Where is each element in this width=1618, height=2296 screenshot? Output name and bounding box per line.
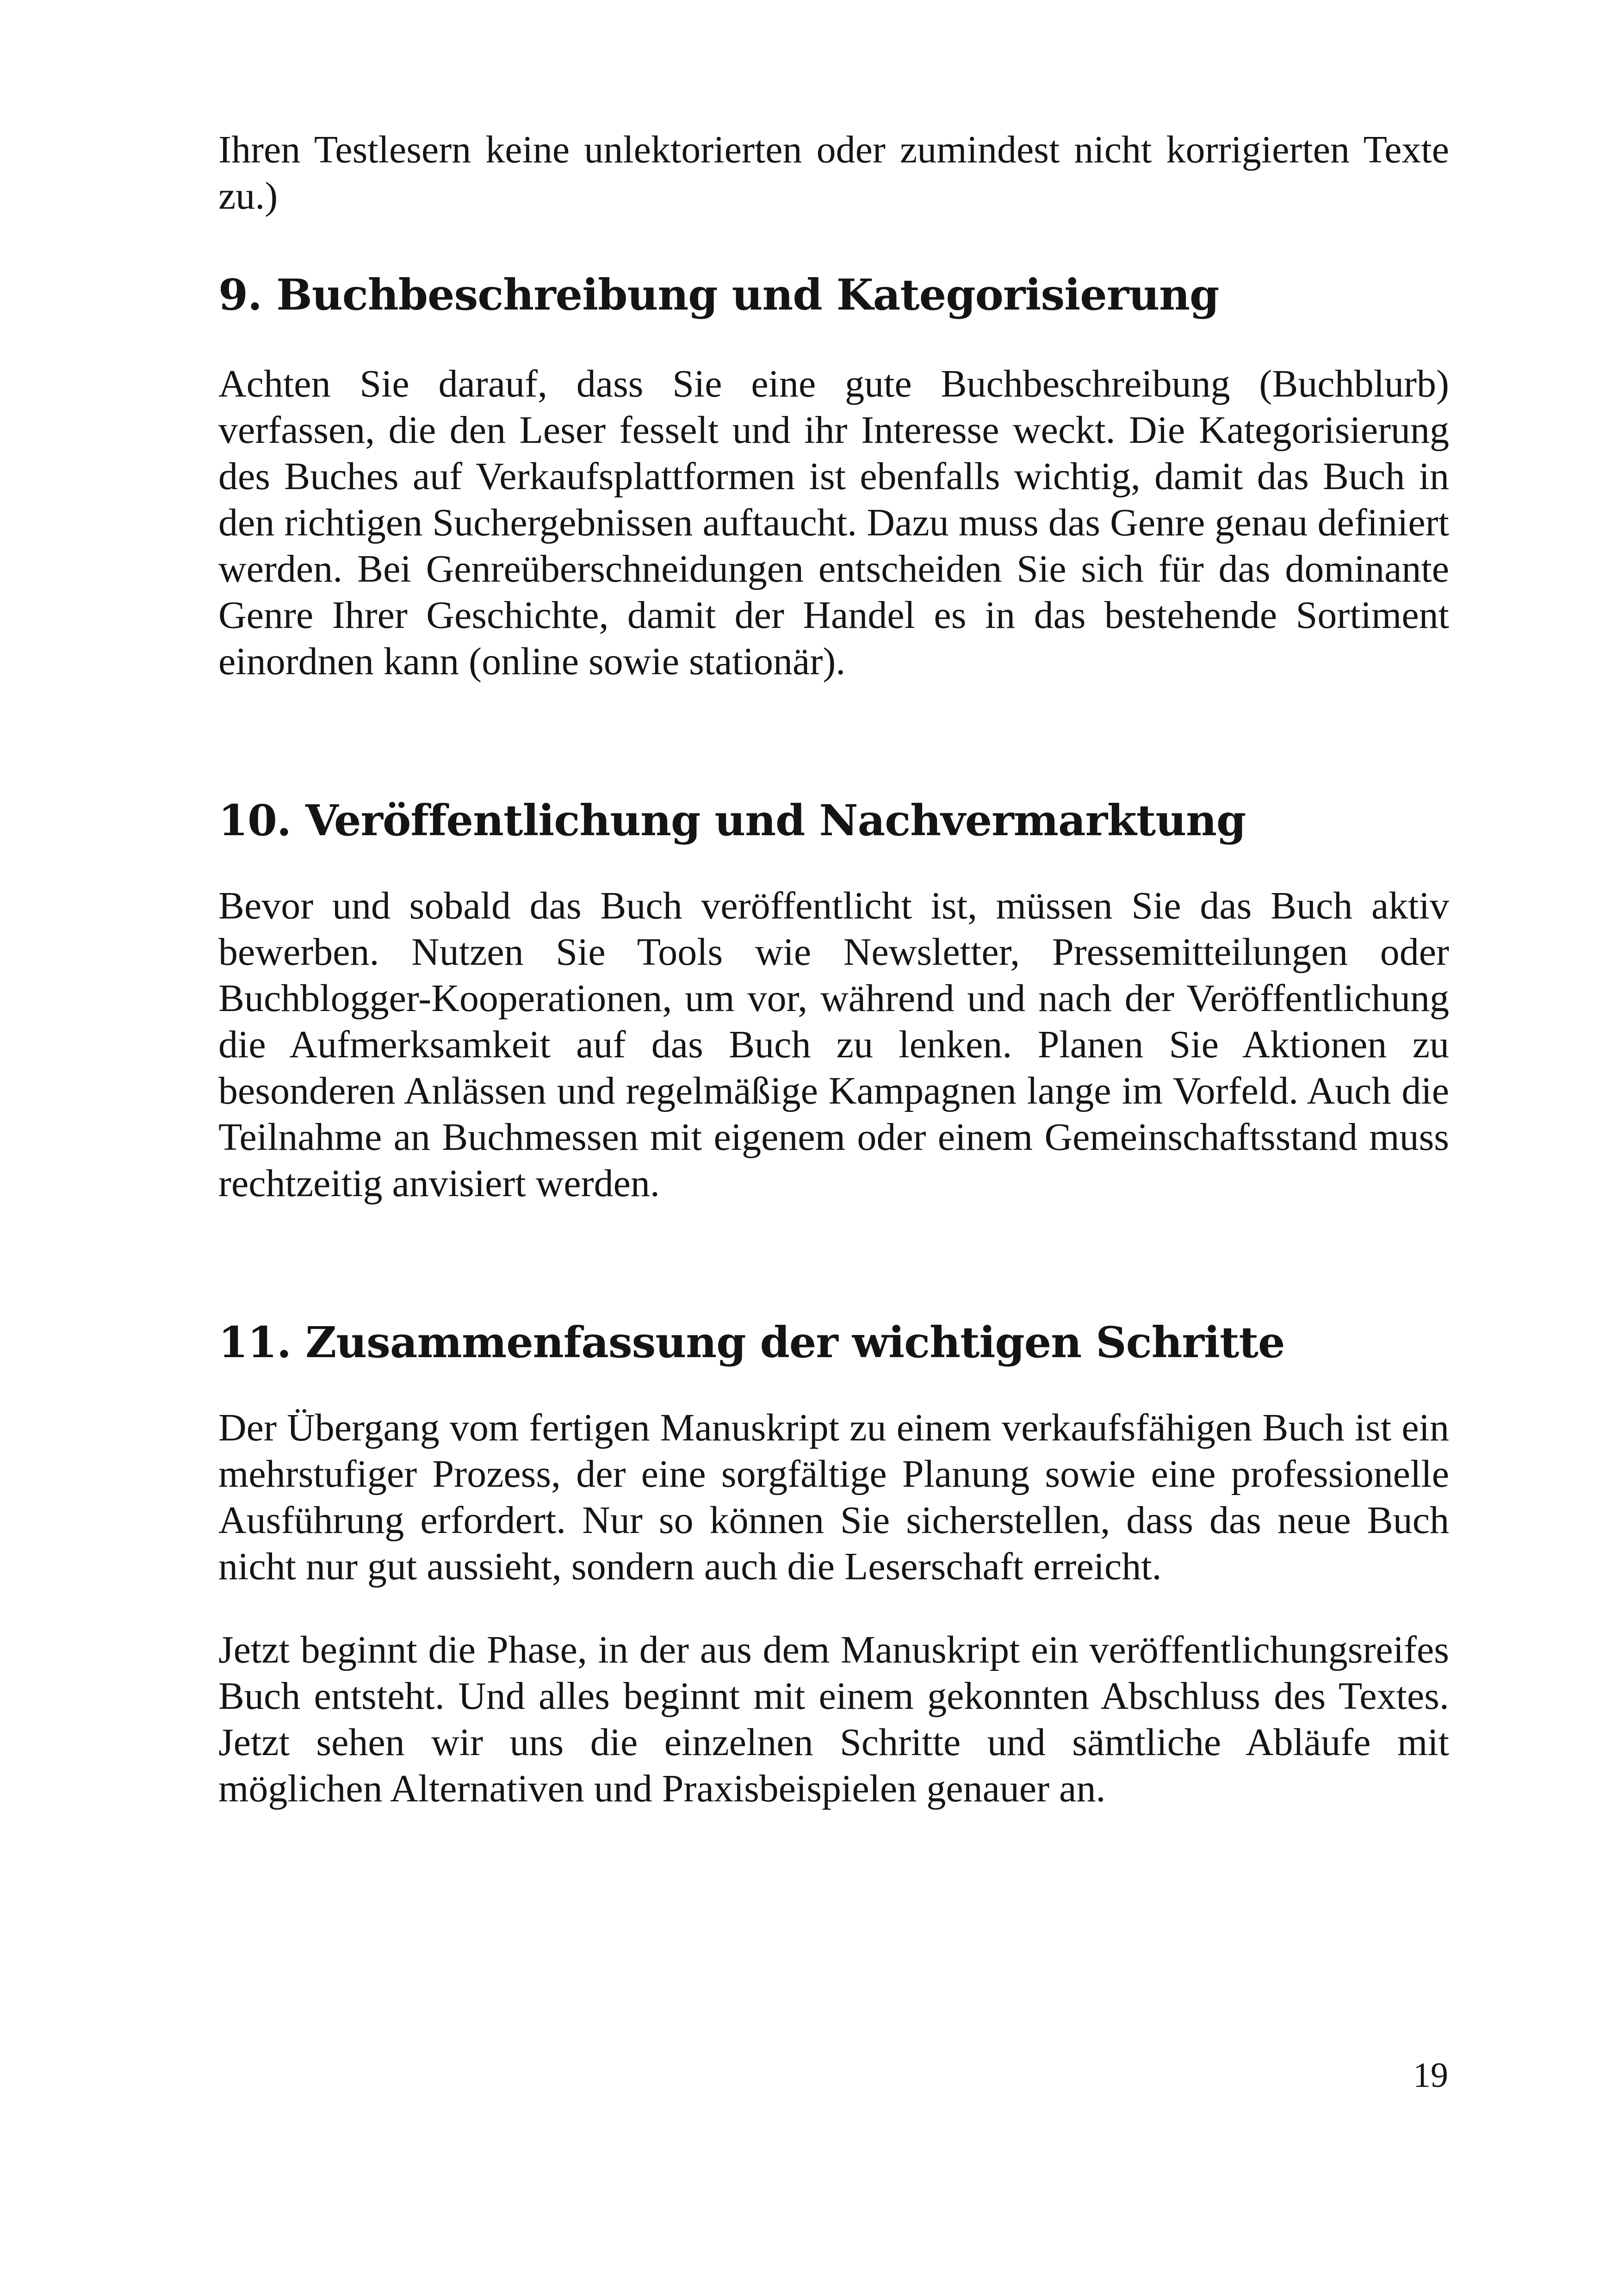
section-9-paragraph: Achten Sie darauf, dass Sie eine gute Buchbeschreibung (Buchblurb) verfassen, die den Leser fesselt und ihr Interesse weckt. Die Kategorisierung des Buches auf Verkaufsplattformen ist ebenfalls wichtig, damit das Buch in den richtigen Suchergebnissen auftaucht. Dazu muss das Genre genau definiert werden. Bei Genreüberschneidungen entscheiden Sie sich für das dominante Genre Ihrer Geschichte, damit der Handel es in das bestehende Sortiment einordnen kann (online sowie stationär). [218, 362, 1449, 683]
page-number: 19 [1413, 2056, 1448, 2095]
section-heading-10: 10. Veröffentlichung und Nachvermarktung [218, 795, 1246, 845]
section-11-paragraph-1: Der Übergang vom fertigen Manuskript zu einem verkaufsfähigen Buch ist ein mehrstufiger Prozess, der eine sorgfältige Planung sowie eine professionelle Ausführung erfordert. Nur so können Sie sicherstellen, dass das neue Buch nicht nur gut aussieht, sondern auch die Leserschaft erreicht. [218, 1406, 1449, 1588]
section-heading-9: 9. Buchbeschreibung und Kategorisierung [218, 270, 1219, 320]
section-10-paragraph: Bevor und sobald das Buch veröffentlicht ist, müssen Sie das Buch aktiv bewerben. Nutzen Sie Tools wie Newsletter, Pressemitteilungen oder Buchblogger-Kooperationen, um vor, während und nach der Veröffentlichung die Aufmerksamkeit auf das Buch zu lenken. Planen Sie Aktionen zu besonderen Anlässen und regelmäßige Kampagnen lange im Vorfeld. Auch die Teilnahme an Buchmessen mit eigenem oder einem Gemeinschaftsstand muss rechtzeitig anvisiert werden. [218, 884, 1449, 1205]
section-11-paragraph-2: Jetzt beginnt die Phase, in der aus dem Manuskript ein veröffentlichungsreifes Buch entsteht. Und alles beginnt mit einem gekonnten Abschluss des Textes. Jetzt sehen wir uns die einzelnen Schritte und sämtliche Abläufe mit möglichen Alternativen und Praxisbeispielen genauer an. [218, 1628, 1449, 1810]
page-body [218, 116, 1449, 1812]
section-heading-11: 11. Zusammenfassung der wichtigen Schritte [218, 1317, 1285, 1367]
continued-paragraph: Ihren Testlesern keine unlektorierten oder zumindest nicht korrigierten Texte zu.) [218, 128, 1449, 217]
